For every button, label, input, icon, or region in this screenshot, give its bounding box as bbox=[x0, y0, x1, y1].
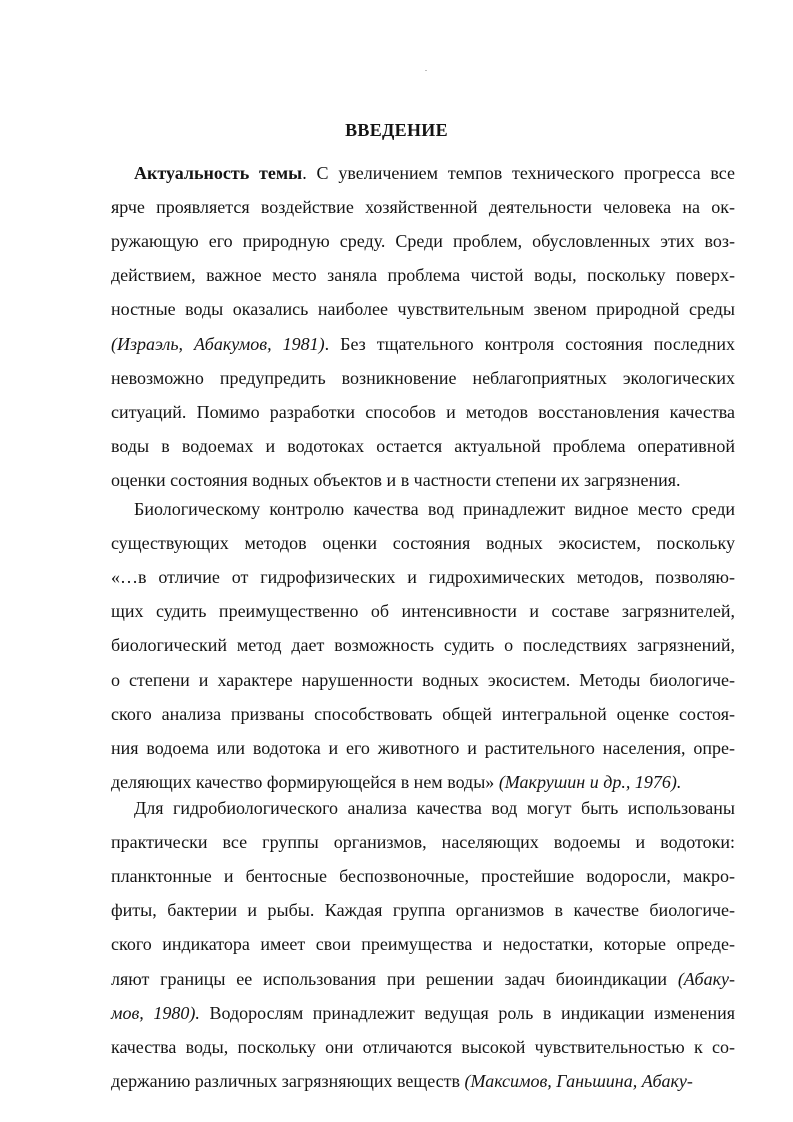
text-run: . Без тщательного контроля состояния последних bbox=[324, 333, 735, 354]
text-run: о степени и характере нарушенности водных экосистем. Методы биологиче- bbox=[111, 669, 735, 690]
paragraph-line bbox=[111, 401, 735, 423]
text-run: Водорослям принадлежит ведущая роль в индикации изменения bbox=[199, 1002, 736, 1023]
text-run: деляющих качество формирующейся в нем воды» bbox=[111, 771, 499, 792]
text-run: . С увеличением темпов технического прогресса все bbox=[302, 163, 735, 183]
text-run: «…в отличие от гидрофизических и гидрохимических методов, позволяю- bbox=[111, 567, 735, 588]
paragraph-line bbox=[111, 968, 735, 990]
text-run: воды в водоемах и водотоках остается актуальной проблема оперативной bbox=[111, 435, 735, 456]
paragraph-line bbox=[111, 532, 735, 554]
text-run: ситуаций. Помимо разработки способов и методов восстановления качества bbox=[111, 401, 735, 422]
text-run: ского индикатора имеет свои преимущества и недостатки, которые опреде- bbox=[111, 934, 735, 955]
text-run: ния водоема или водотока и его животного и растительного населения, опре- bbox=[111, 737, 735, 758]
text-run: оценки состояния водных объектов и в частности степени их загрязнения. bbox=[111, 469, 681, 490]
citation: (Макрушин и др., 1976). bbox=[498, 771, 682, 792]
paragraph-first-line bbox=[134, 498, 735, 520]
text-run: практически все группы организмов, населяющих водоемы и водотоки: bbox=[111, 832, 735, 853]
paragraph-line bbox=[111, 196, 735, 218]
citation: (Абаку- bbox=[677, 968, 735, 989]
paragraph-line bbox=[111, 899, 735, 921]
text-run: биологический метод дает возможность судить о последствиях загрязнений, bbox=[111, 635, 735, 656]
paragraph-line bbox=[111, 634, 735, 656]
paragraph-line bbox=[111, 298, 735, 320]
paragraph-line bbox=[111, 1002, 735, 1024]
text-run: действием, важное место заняла проблема чистой воды, поскольку поверх- bbox=[111, 265, 735, 286]
text-run: ляют границы ее использования при решении задач биоиндикации bbox=[111, 968, 678, 989]
citation: (Максимов, Ганьшина, Абаку- bbox=[464, 1070, 693, 1091]
paragraph-line bbox=[111, 600, 735, 622]
paragraph-line bbox=[111, 230, 735, 252]
paragraph-line bbox=[111, 771, 681, 793]
text-run: ностные воды оказались наиболее чувствительным звеном природной среды bbox=[111, 299, 735, 320]
text-run: ярче проявляется воздействие хозяйственной деятельности человека на ок- bbox=[111, 197, 735, 218]
text-run: щих судить преимущественно об интенсивности и составе загрязнителей, bbox=[111, 601, 735, 622]
text-run: ружающую его природную среду. Среди проблем, обусловленных этих воз- bbox=[111, 231, 735, 252]
text-run: Биологическому контролю качества вод принадлежит видное место среди bbox=[134, 499, 735, 519]
paragraph-line bbox=[111, 669, 735, 691]
scan-speck bbox=[425, 70, 427, 71]
paragraph-line bbox=[111, 264, 735, 286]
text-run: фиты, бактерии и рыбы. Каждая группа организмов в качестве биологиче- bbox=[111, 900, 735, 921]
paragraph-line bbox=[111, 737, 735, 759]
text-run: невозможно предупредить возникновение неблагоприятных экологических bbox=[111, 367, 735, 388]
paragraph-line bbox=[111, 435, 735, 457]
paragraph-line bbox=[111, 933, 735, 955]
page-heading: ВВЕДЕНИЕ bbox=[345, 120, 448, 140]
text-run: Для гидробиологического анализа качества вод могут быть использованы bbox=[134, 798, 735, 818]
paragraph-line bbox=[111, 831, 735, 853]
paragraph-line bbox=[111, 367, 735, 389]
text-run: существующих методов оценки состояния водных экосистем, поскольку bbox=[111, 533, 735, 554]
text-run: держанию различных загрязняющих веществ bbox=[111, 1070, 465, 1091]
paragraph-line bbox=[111, 469, 681, 491]
bold-term: Актуальность темы bbox=[134, 163, 303, 183]
text-run: ского анализа призваны способствовать общей интегральной оценке состоя- bbox=[111, 703, 735, 724]
paragraph-line bbox=[111, 333, 735, 355]
text-run: качества воды, поскольку они отличаются высокой чувствительностью к со- bbox=[111, 1036, 735, 1057]
citation: (Израэль, Абакумов, 1981) bbox=[111, 333, 325, 354]
citation: мов, 1980). bbox=[111, 1002, 200, 1023]
paragraph-line bbox=[111, 1036, 735, 1058]
paragraph-line bbox=[111, 1070, 693, 1092]
paragraph-first-line bbox=[134, 162, 735, 184]
paragraph-line bbox=[111, 566, 735, 588]
paragraph-first-line bbox=[134, 797, 735, 819]
paragraph-line bbox=[111, 703, 735, 725]
text-run: планктонные и бентосные беспозвоночные, простейшие водоросли, макро- bbox=[111, 866, 735, 887]
paragraph-line bbox=[111, 865, 735, 887]
